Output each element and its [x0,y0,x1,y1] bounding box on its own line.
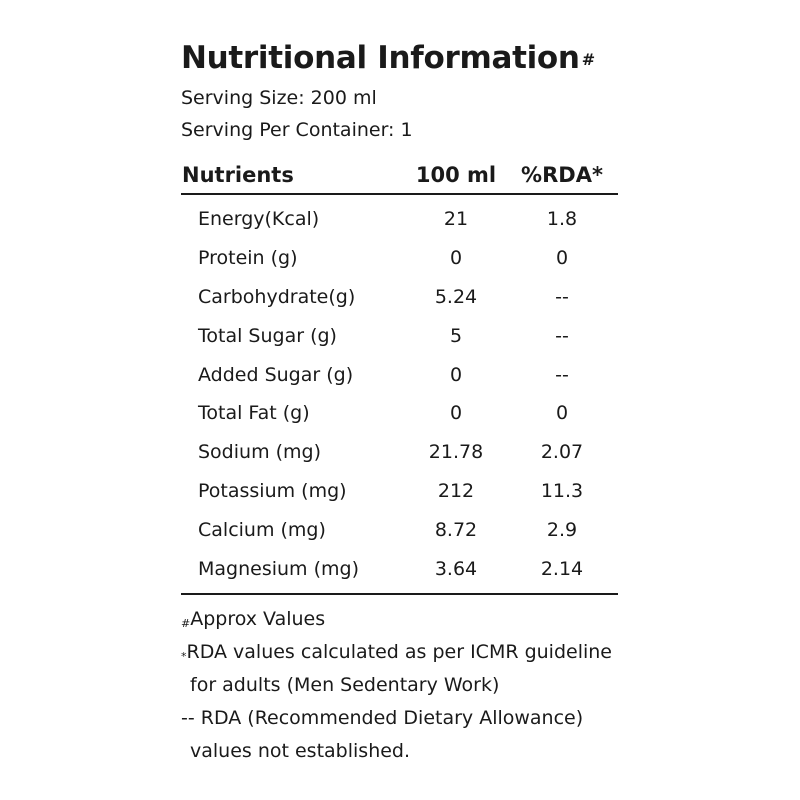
table-row [181,355,618,394]
footnote-rda-line2: for adults (Men Sedentary Work) [190,673,500,696]
table-row [181,200,618,239]
title-footnote-mark: # [581,50,595,69]
footnote-rda [181,636,618,669]
nutrient-rda: 0 [555,247,569,270]
nutrient-value: 0 [449,247,463,270]
nutrient-rda: -- [555,363,569,386]
table-row [181,472,618,511]
serving-info [181,82,618,146]
nutrient-value: 0 [449,402,463,425]
footnote-rda-mark: * [181,649,187,663]
nutrient-name: Total Fat (g) [198,402,310,425]
page-title [181,38,618,78]
nutrient-name: Protein (g) [198,247,298,270]
nutrient-name: Carbohydrate(g) [198,285,356,308]
nutrient-rda: -- [555,324,569,347]
nutrient-value: 8.72 [434,518,478,541]
footnotes [181,603,618,768]
nutrient-value: 21 [443,208,469,231]
nutrient-value: 21.78 [428,441,484,464]
serving-per-container: Serving Per Container: 1 [181,119,413,141]
nutrition-table [181,157,618,595]
footnote-approx-mark: # [181,616,191,630]
nutrient-value: 3.64 [434,557,478,580]
header-nutrients: Nutrients [182,163,294,187]
table-row [181,549,618,588]
nutrient-rda: 2.07 [540,441,584,464]
nutrient-rda: -- [555,285,569,308]
footnote-approx-text: Approx Values [190,607,326,630]
nutrient-name: Magnesium (mg) [198,557,359,580]
footnote-rda-line1: RDA values calculated as per ICMR guideline [186,640,612,663]
table-row [181,394,618,433]
nutrient-value: 5 [449,324,463,347]
footnote-dash-line2: values not established. [190,739,411,762]
nutrient-value: 0 [449,363,463,386]
table-row [181,239,618,278]
title-text: Nutritional Information [181,40,580,76]
nutrient-rda: 2.9 [546,518,578,541]
nutrient-name: Calcium (mg) [198,518,326,541]
table-row [181,278,618,317]
nutrient-name: Potassium (mg) [198,479,347,502]
table-row [181,316,618,355]
nutrient-value: 5.24 [434,285,478,308]
serving-size: Serving Size: 200 ml [181,87,377,109]
nutrient-value: 212 [437,479,475,502]
nutrient-rda: 0 [555,402,569,425]
footnote-dash-line1: -- RDA (Recommended Dietary Allowance) [181,706,584,729]
table-row [181,433,618,472]
nutrient-name: Total Sugar (g) [198,324,337,347]
table-header [181,157,618,195]
table-body [181,195,618,595]
footnote-approx [181,603,618,636]
header-100ml: 100 ml [415,163,497,187]
nutrition-panel [181,38,618,768]
table-row [181,510,618,549]
nutrient-rda: 11.3 [540,479,584,502]
header-rda: %RDA* [521,163,603,187]
nutrient-name: Sodium (mg) [198,441,322,464]
nutrient-name: Added Sugar (g) [198,363,354,386]
nutrient-name: Energy(Kcal) [198,208,320,231]
nutrient-rda: 2.14 [540,557,584,580]
nutrient-rda: 1.8 [546,208,578,231]
